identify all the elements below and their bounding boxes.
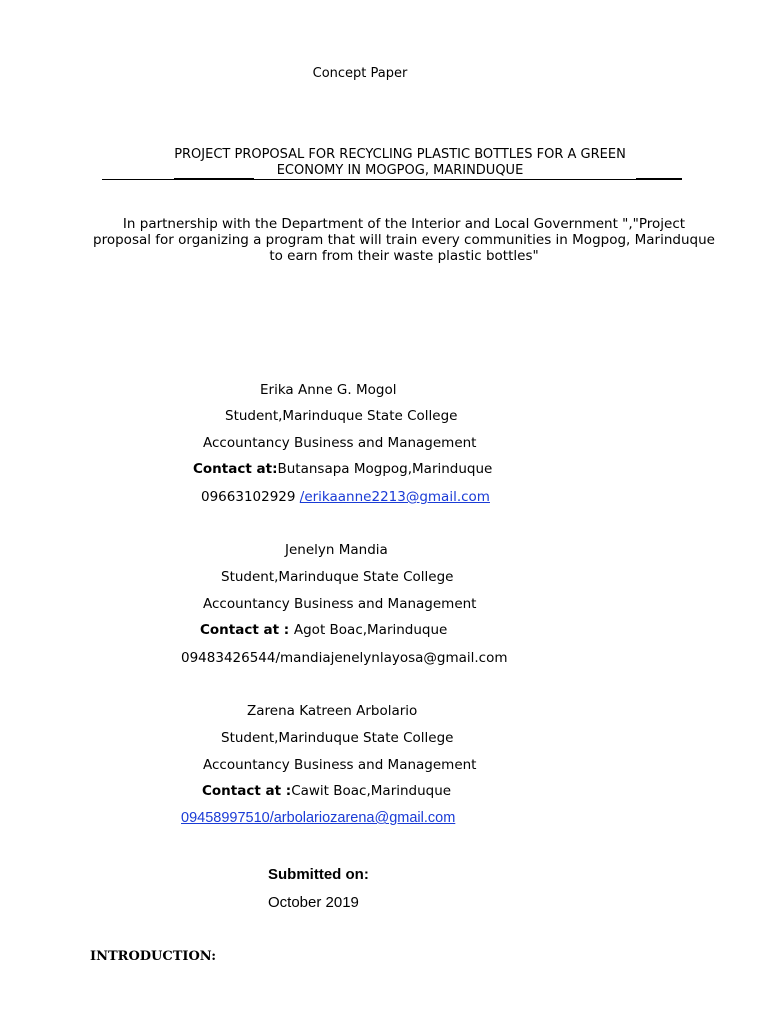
submitted-label: Submitted on: (268, 866, 369, 883)
author-3-role: Student,Marinduque State College (221, 730, 454, 746)
author-3-phone-email-link[interactable]: 09458997510/arbolariozarena@gmail.com (181, 810, 456, 826)
author-3-contact-label: Contact at : (202, 783, 292, 799)
partnership-line-3: to earn from their waste plastic bottles" (269, 248, 539, 264)
author-1-email-link[interactable]: /erikaanne2213@gmail.com (299, 489, 490, 505)
submitted-date: October 2019 (268, 894, 359, 911)
author-2-role: Student,Marinduque State College (221, 569, 454, 585)
title-underline-accent-right (636, 178, 682, 180)
partnership-line-2: proposal for organizing a program that will train every communities in Mogpog, Marinduque (93, 232, 715, 248)
author-1-role: Student,Marinduque State College (225, 408, 458, 424)
author-1-contact-label: Contact at: (193, 461, 278, 477)
title-line-2: ECONOMY IN MOGPOG, MARINDUQUE (276, 163, 524, 178)
author-1-program: Accountancy Business and Management (203, 435, 477, 451)
author-2-contact (200, 622, 447, 638)
partnership-line-1: In partnership with the Department of the Interior and Local Government ","Project (122, 216, 686, 232)
author-2-name: Jenelyn Mandia (285, 542, 388, 558)
author-2-phone-email: 09483426544/mandiajenelynlayosa@gmail.com (181, 650, 508, 666)
document-title (110, 147, 690, 179)
author-3-name: Zarena Katreen Arbolario (247, 703, 418, 719)
author-3-contact (202, 783, 451, 799)
author-2-contact-address: Agot Boac,Marinduque (293, 622, 448, 638)
author-1-contact-address: Butansapa Mogpog,Marinduque (277, 461, 493, 477)
author-2-contact-label: Contact at : (200, 622, 294, 638)
title-underline-accent-left (174, 178, 254, 180)
document-label: Concept Paper (312, 66, 408, 81)
introduction-heading: INTRODUCTION: (90, 949, 217, 964)
partnership-statement (84, 216, 724, 264)
author-1-name: Erika Anne G. Mogol (260, 382, 397, 398)
title-line-1: PROJECT PROPOSAL FOR RECYCLING PLASTIC BOTTLES FOR A GREEN (174, 147, 626, 162)
author-3-contact-address: Cawit Boac,Marinduque (291, 783, 452, 799)
author-3-program: Accountancy Business and Management (203, 757, 477, 773)
author-1-phone: 09663102929 (201, 489, 300, 505)
author-1-phone-email (201, 489, 490, 505)
author-2-program: Accountancy Business and Management (203, 596, 477, 612)
author-1-contact (193, 461, 492, 477)
